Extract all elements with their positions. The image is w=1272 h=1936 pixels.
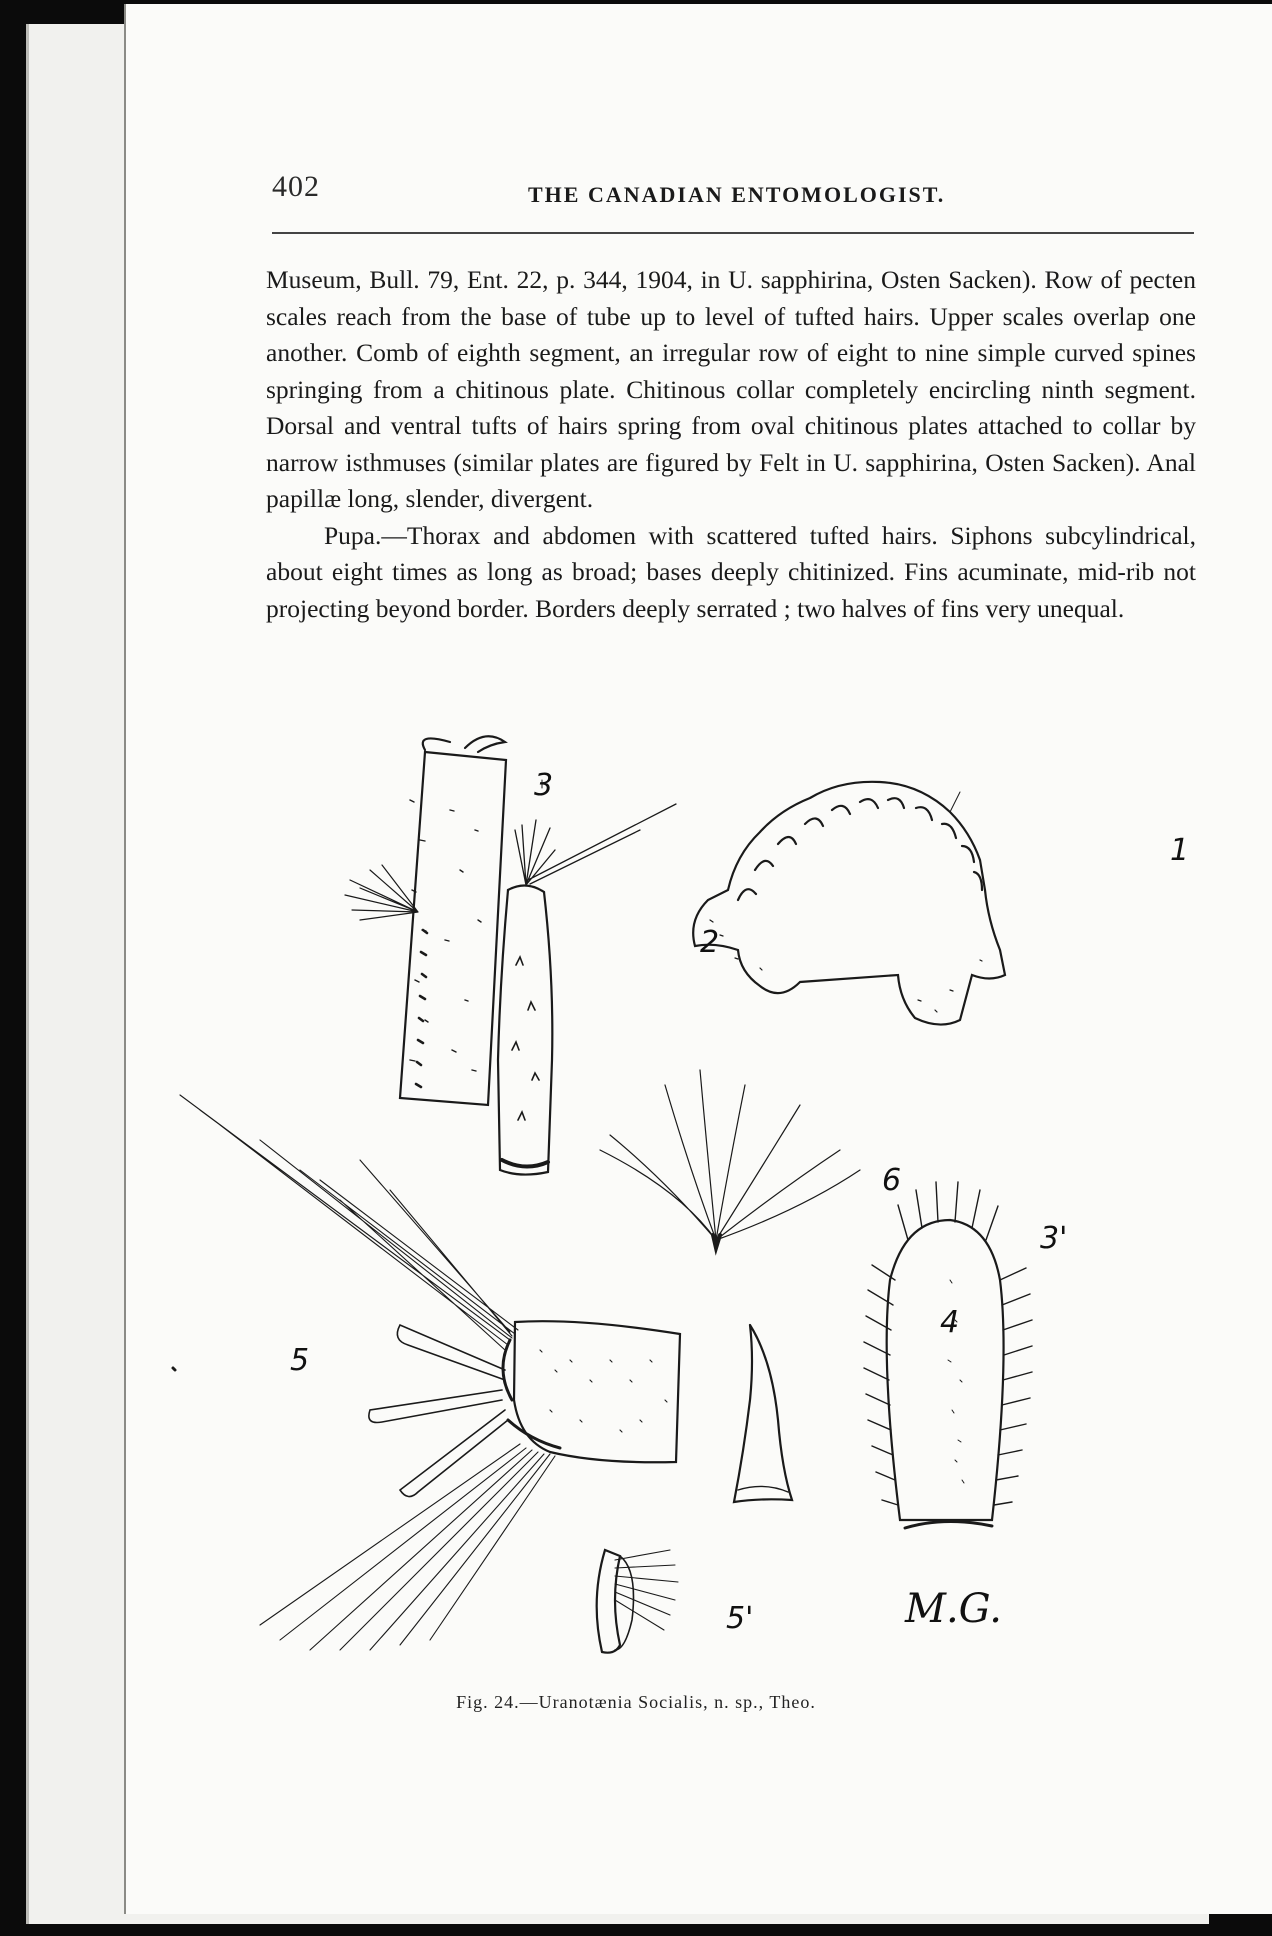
label-3: 3 (534, 768, 554, 803)
label-3prime: 3' (1040, 1221, 1068, 1256)
label-2: 2 (700, 925, 720, 960)
label-5: 5 (290, 1343, 310, 1378)
paragraph-museum: Museum, Bull. 79, Ent. 22, p. 344, 1904, in U. sapphirina, Osten Sacken). Row of pecten scales reach from the base of tube up to level of tufted hairs. Upper scales overlap one another. Comb of eighth segment, an irregular row of eight to nine simple curved spines springing from a chitinous plate. Chitinous collar completely encircling ninth segment. Dorsal and ventral tufts of hairs spring from oval chitinous plates attached to collar by narrow isthmuses (similar plates are figured by Felt in U. sapphirina, Osten Sacken). Anal papillæ long, slender, divergent. (266, 265, 1196, 513)
drawing-3prime-fin (864, 1182, 1032, 1528)
paragraph-pupa: Pupa.—Thorax and abdomen with scattered tufted hairs. Siphons subcylindrical, about eight times as long as broad; bases deeply chitinized. Fins acuminate, mid-rib not projecting beyond border. Borders deeply serrated ; two halves of fins very unequal. (266, 520, 1196, 623)
figure-illustration (160, 720, 1220, 1680)
header-rule (272, 232, 1194, 234)
label-5prime: 5' (726, 1601, 754, 1636)
body-text (266, 262, 1196, 627)
drawing-5-terminal-segment (180, 1095, 680, 1650)
label-1: 1 (1170, 833, 1190, 868)
label-4: 4 (940, 1305, 960, 1340)
drawing-4-spine (734, 1325, 792, 1502)
drawing-6-hair-tuft (600, 1070, 860, 1248)
drawing-1-comb-plate (693, 782, 1005, 1025)
artist-signature: M.G. (905, 1586, 1002, 1632)
figure-caption: Fig. 24.—Uranotænia Socialis, n. sp., Theo. (456, 1692, 816, 1712)
drawing-3-siphon (345, 736, 506, 1105)
drawing-5prime (597, 1550, 678, 1653)
label-6: 6 (882, 1163, 902, 1198)
page-header (272, 170, 1192, 220)
drawing-2 (498, 804, 676, 1175)
running-head: THE CANADIAN ENTOMOLOGIST. (528, 182, 946, 207)
page-number: 402 (272, 170, 320, 203)
